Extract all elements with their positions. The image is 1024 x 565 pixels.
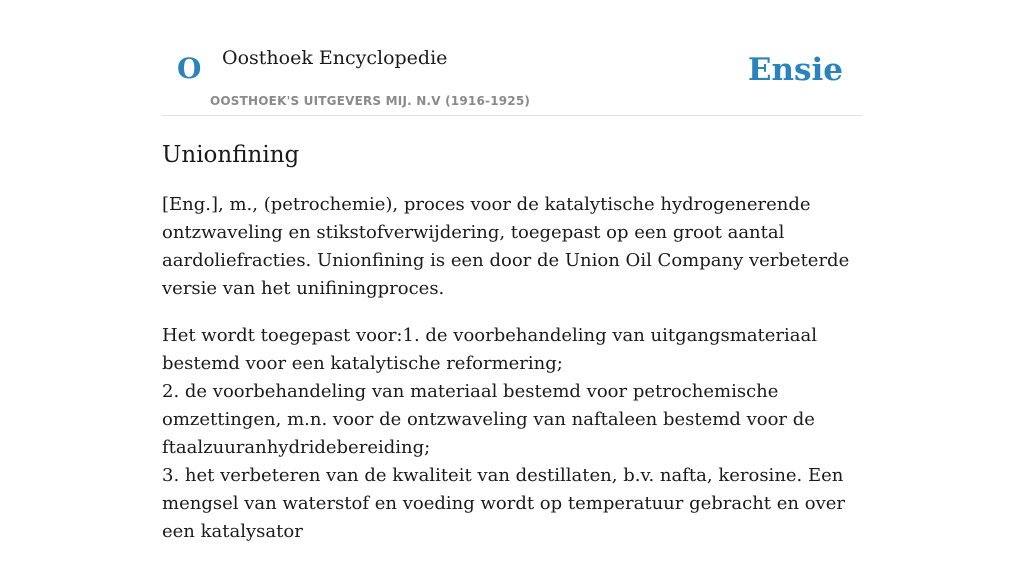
logo-icon[interactable]: O bbox=[177, 52, 202, 85]
book-title-link[interactable]: Oosthoek Encyclopedie bbox=[222, 47, 448, 69]
page bbox=[162, 0, 862, 565]
entry-body bbox=[162, 191, 862, 546]
usage-line-1: Het wordt toegepast voor:1. de voorbehandeling van uitgangsmateriaal bestemd voor een katalytische reformering; bbox=[162, 325, 818, 374]
usage-line-3: 3. het verbeteren van de kwaliteit van destillaten, b.v. nafta, kerosine. Een mengsel van waterstof en voeding wordt op temperatuur gebracht en over een katalysator bbox=[162, 465, 845, 542]
entry-paragraph-definition: [Eng.], m., (petrochemie), proces voor de katalytische hydrogenerende ontzwaveling en stikstofverwijdering, toegepast op een groot aantal aardoliefracties. Unionfining is een door de Union Oil Company verbeterde versie van het unifiningproces. bbox=[162, 194, 850, 299]
usage-line-2: 2. de voorbehandeling van materiaal bestemd voor petrochemische omzettingen, m.n. voor de ontzwaveling van naftaleen bestemd voor de ftaalzuuranhydridebereiding; bbox=[162, 381, 815, 458]
entry-paragraph-usage bbox=[162, 322, 862, 546]
site-header bbox=[162, 0, 862, 116]
ensie-brand-link[interactable]: Ensie bbox=[747, 52, 843, 88]
publisher-subtitle: OOSTHOEK'S UITGEVERS MIJ. N.V (1916-1925) bbox=[210, 94, 531, 108]
entry-title: Unionfining bbox=[162, 142, 300, 168]
